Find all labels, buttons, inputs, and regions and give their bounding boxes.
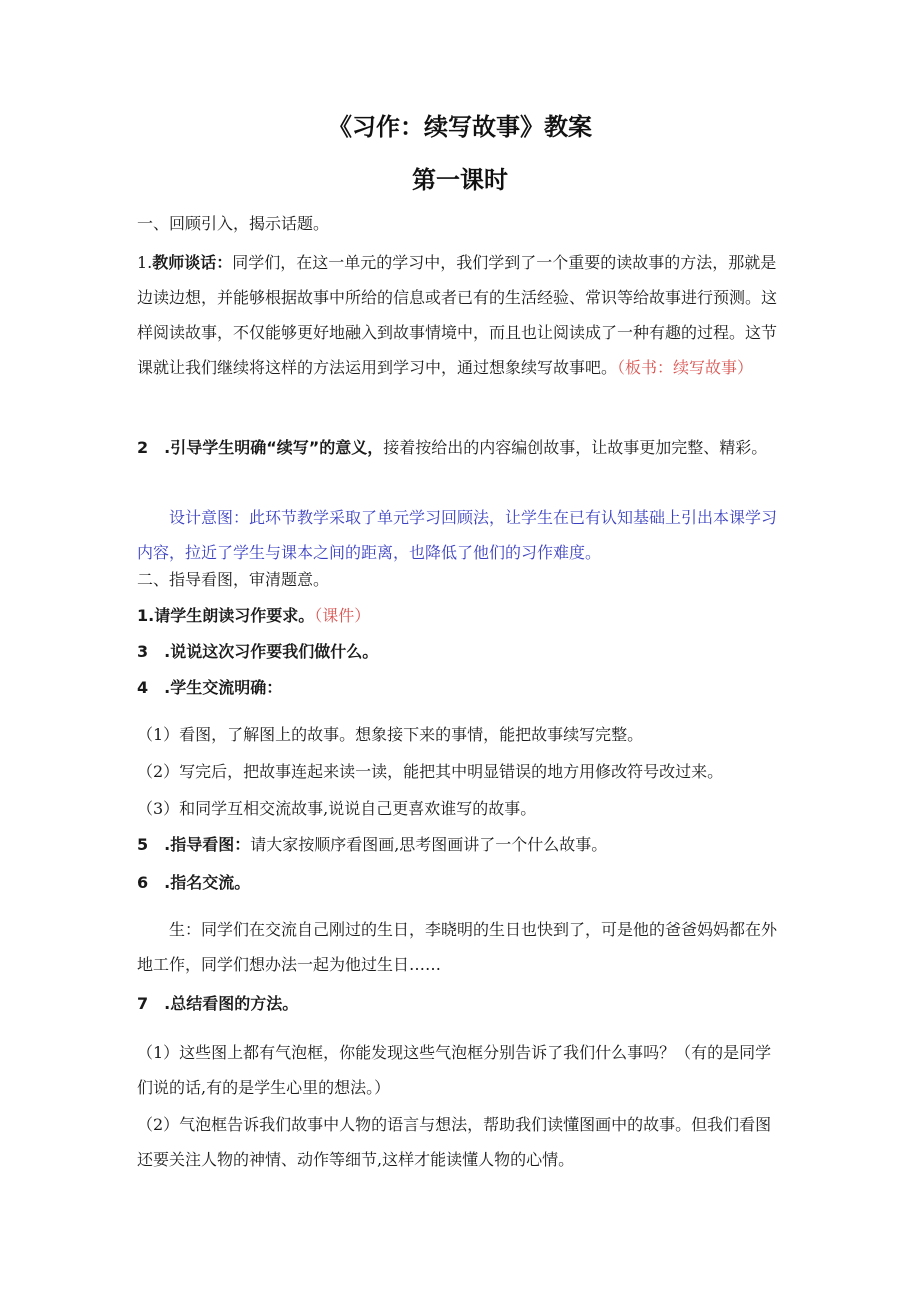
student-answer: 生：同学们在交流自己刚过的生日，李晓明的生日也快到了，可是他的爸爸妈妈都在外地工作，同学们想办法一起为他过生日…… xyxy=(137,920,778,974)
item-5 xyxy=(137,834,785,856)
item-4: 4 .学生交流明确： xyxy=(137,678,283,697)
design-intent-note: 设计意图：此环节教学采取了单元学习回顾法，让学生在已有认知基础上引出本课学习内容，拉近了学生与课本之间的距离，也降低了他们的习作难度。 xyxy=(137,508,778,562)
method-1: （1）这些图上都有气泡框，你能发现这些气泡框分别告诉了我们什么事吗？（有的是同学们说的话,有的是学生心里的想法。） xyxy=(137,1043,772,1097)
paragraph-2 xyxy=(137,430,785,465)
teacher-talk-text: 同学们，在这一单元的学习中，我们学到了一个重要的读故事的方法，那就是边读边想，并能够根据故事中所给的信息或者已有的生活经验、常识等给故事进行预测。这样阅读故事，不仅能够更好地融入到故事情境中，而且也让阅读成了一种有趣的过程。这节课就让我们继续将这样的方法运用到学习中，通过想象续写故事吧。 xyxy=(137,253,778,377)
item-3: 3 .说说这次习作要我们做什么。 xyxy=(137,642,379,661)
item-2-text: 接着按给出的内容编创故事，让故事更加完整、精彩。 xyxy=(383,438,768,457)
item-2-label: 2 .引导学生明确“续写”的意义， xyxy=(137,438,384,457)
section-2-heading: 二、指导看图，审清题意。 xyxy=(137,570,330,589)
item-1-label: 1.请学生朗读习作要求。 xyxy=(137,606,315,625)
section-1-heading: 一、回顾引入，揭示话题。 xyxy=(137,214,330,233)
item-7: 7 .总结看图的方法。 xyxy=(137,994,299,1013)
requirement-3: （3）和同学互相交流故事,说说自己更喜欢谁写的故事。 xyxy=(137,799,537,818)
document-title: 《习作：续写故事》教案 xyxy=(328,113,592,141)
courseware-note: （课件） xyxy=(314,606,371,625)
requirement-2: （2）写完后，把故事连起来读一读，能把其中明显错误的地方用修改符号改过来。 xyxy=(137,762,724,781)
requirement-1: （1）看图，了解图上的故事。想象接下来的事情，能把故事续写完整。 xyxy=(137,725,644,744)
item-number: 1. xyxy=(137,253,153,272)
item-1 xyxy=(137,605,785,627)
item-5-text: 请大家按顺序看图画,思考图画讲了一个什么故事。 xyxy=(250,835,608,854)
item-5-label: 5 .指导看图： xyxy=(137,835,251,854)
lesson-subtitle: 第一课时 xyxy=(412,166,508,194)
method-2: （2）气泡框告诉我们故事中人物的语言与想法，帮助我们读懂图画中的故事。但我们看图还要关注人物的神情、动作等细节,这样才能读懂人物的心情。 xyxy=(137,1115,772,1169)
board-note: （板书：续写故事） xyxy=(617,358,754,377)
item-6: 6 .指名交流。 xyxy=(137,873,251,892)
paragraph-1 xyxy=(137,245,785,385)
teacher-talk-label: 教师谈话： xyxy=(152,253,233,272)
